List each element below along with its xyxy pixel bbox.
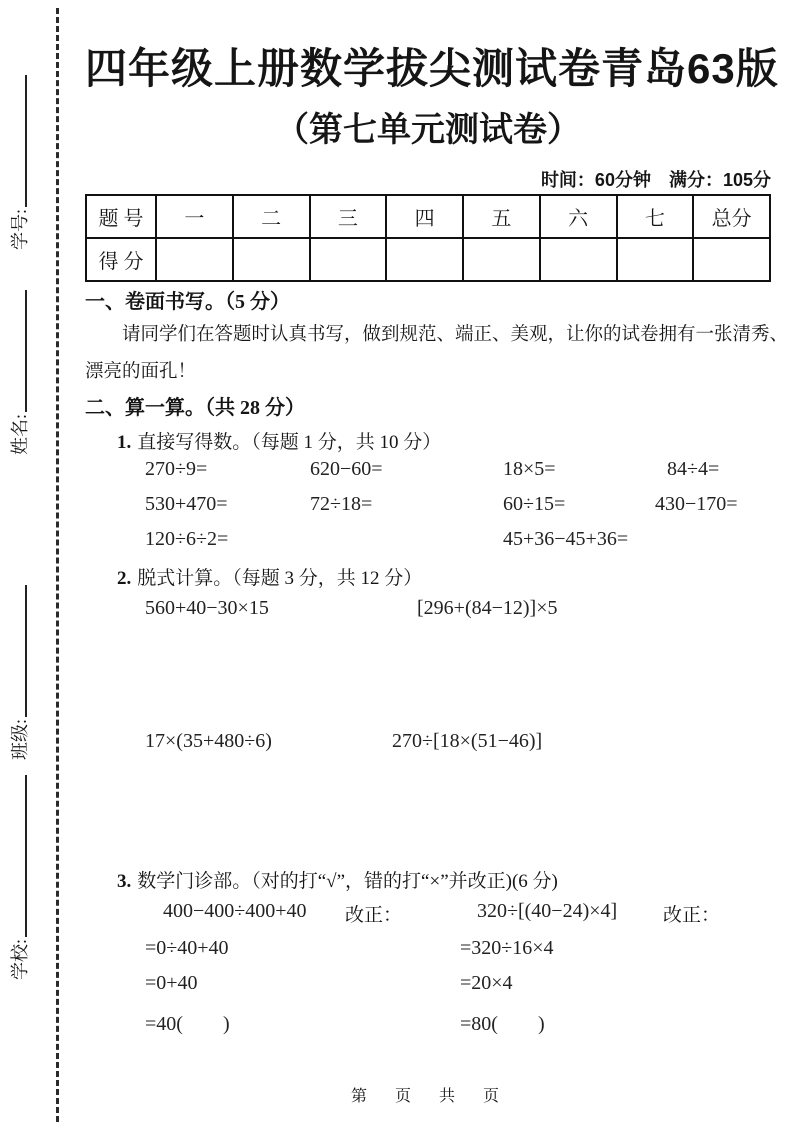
student-id-label: 学号: xyxy=(10,208,30,250)
score-row-label: 得 分 xyxy=(86,238,156,281)
math-expr: 60÷15= xyxy=(503,493,566,515)
sidebar-field-class xyxy=(6,585,32,760)
section1-heading: 一、卷面书写。（5 分） xyxy=(85,291,290,313)
math-expr: [296+(84−12)]×5 xyxy=(417,597,558,619)
math-expr: 560+40−30×15 xyxy=(145,597,269,619)
q1-heading xyxy=(117,427,441,454)
school-label: 学校: xyxy=(10,938,30,980)
seal-dashed-line xyxy=(56,8,59,1122)
work-step: =320÷16×4 xyxy=(460,937,554,959)
math-expr: 72÷18= xyxy=(310,493,373,515)
page-title: 四年级上册数学拔尖测试卷青岛63版 xyxy=(85,45,779,92)
name-label: 姓名: xyxy=(10,413,30,455)
score-cell-empty xyxy=(233,238,310,281)
math-expr: 17×(35+480÷6) xyxy=(145,730,272,752)
score-cell-empty xyxy=(540,238,617,281)
work-step: =0+40 xyxy=(145,972,198,994)
sidebar-field-student-id xyxy=(6,75,32,250)
q2-heading xyxy=(117,563,422,590)
score-table-header-cell: 四 xyxy=(386,195,463,238)
score-table-header-row xyxy=(86,195,770,238)
score-table-header-cell: 三 xyxy=(310,195,387,238)
page-subtitle: （第七单元测试卷） xyxy=(275,111,581,149)
q3-title: 数学门诊部。（对的打“√”，错的打“×”并改正)(6 分) xyxy=(137,871,558,892)
score-cell-empty xyxy=(310,238,387,281)
score-table-header-cell: 总分 xyxy=(693,195,770,238)
math-expr: 530+470= xyxy=(145,493,228,515)
score-table-header-cell: 二 xyxy=(233,195,310,238)
q3-heading xyxy=(117,866,558,893)
q2-number: 2. xyxy=(117,568,132,589)
class-blank-line xyxy=(25,585,27,717)
score-table xyxy=(85,194,771,282)
section1-body-line1: 请同学们在答题时认真书写，做到规范、端正、美观，让你的试卷拥有一张清秀、 xyxy=(122,325,789,345)
math-expr: 620−60= xyxy=(310,458,383,480)
q3-left-fix-label: 改正： xyxy=(345,905,403,926)
q1-title: 直接写得数。（每题 1 分，共 10 分） xyxy=(137,432,442,453)
score-cell-empty xyxy=(386,238,463,281)
sidebar-field-name xyxy=(6,290,32,455)
score-table-header-cell: 七 xyxy=(617,195,694,238)
q3-number: 3. xyxy=(117,871,132,892)
work-step: =40( ) xyxy=(145,1013,230,1035)
school-blank-line xyxy=(25,775,27,937)
math-expr: 45+36−45+36= xyxy=(503,528,629,550)
math-expr: 430−170= xyxy=(655,493,738,515)
score-cell-empty xyxy=(693,238,770,281)
math-expr: 18×5= xyxy=(503,458,556,480)
score-cell-empty xyxy=(463,238,540,281)
score-table-header-cell: 题 号 xyxy=(86,195,156,238)
sidebar-field-school xyxy=(6,775,32,980)
math-expr: 400−400÷400+40 xyxy=(163,900,307,922)
score-table-score-row xyxy=(86,238,770,281)
student-id-blank-line xyxy=(25,75,27,207)
score-table-header-cell: 六 xyxy=(540,195,617,238)
exam-time-score-meta: 时间：60分钟 满分：105分 xyxy=(540,170,771,190)
q3-right-fix-label: 改正： xyxy=(663,905,721,926)
score-cell-empty xyxy=(156,238,233,281)
math-expr: 84÷4= xyxy=(667,458,720,480)
q2-title: 脱式计算。（每题 3 分，共 12 分） xyxy=(137,568,423,589)
math-expr: 320÷[(40−24)×4] xyxy=(477,900,618,922)
score-cell-empty xyxy=(617,238,694,281)
class-label: 班级: xyxy=(10,718,30,760)
work-step: =0÷40+40 xyxy=(145,937,229,959)
section2-heading: 二、算一算。（共 28 分） xyxy=(85,397,305,419)
name-blank-line xyxy=(25,290,27,412)
math-expr: 270÷[18×(51−46)] xyxy=(392,730,543,752)
math-expr: 120÷6÷2= xyxy=(145,528,229,550)
q1-number: 1. xyxy=(117,432,132,453)
score-table-header-cell: 五 xyxy=(463,195,540,238)
page-footer: 第 页 共 页 xyxy=(350,1088,505,1105)
work-step: =20×4 xyxy=(460,972,513,994)
work-step: =80( ) xyxy=(460,1013,545,1035)
math-expr: 270÷9= xyxy=(145,458,208,480)
section1-body-line2: 漂亮的面孔！ xyxy=(85,362,197,382)
score-table-header-cell: 一 xyxy=(156,195,233,238)
